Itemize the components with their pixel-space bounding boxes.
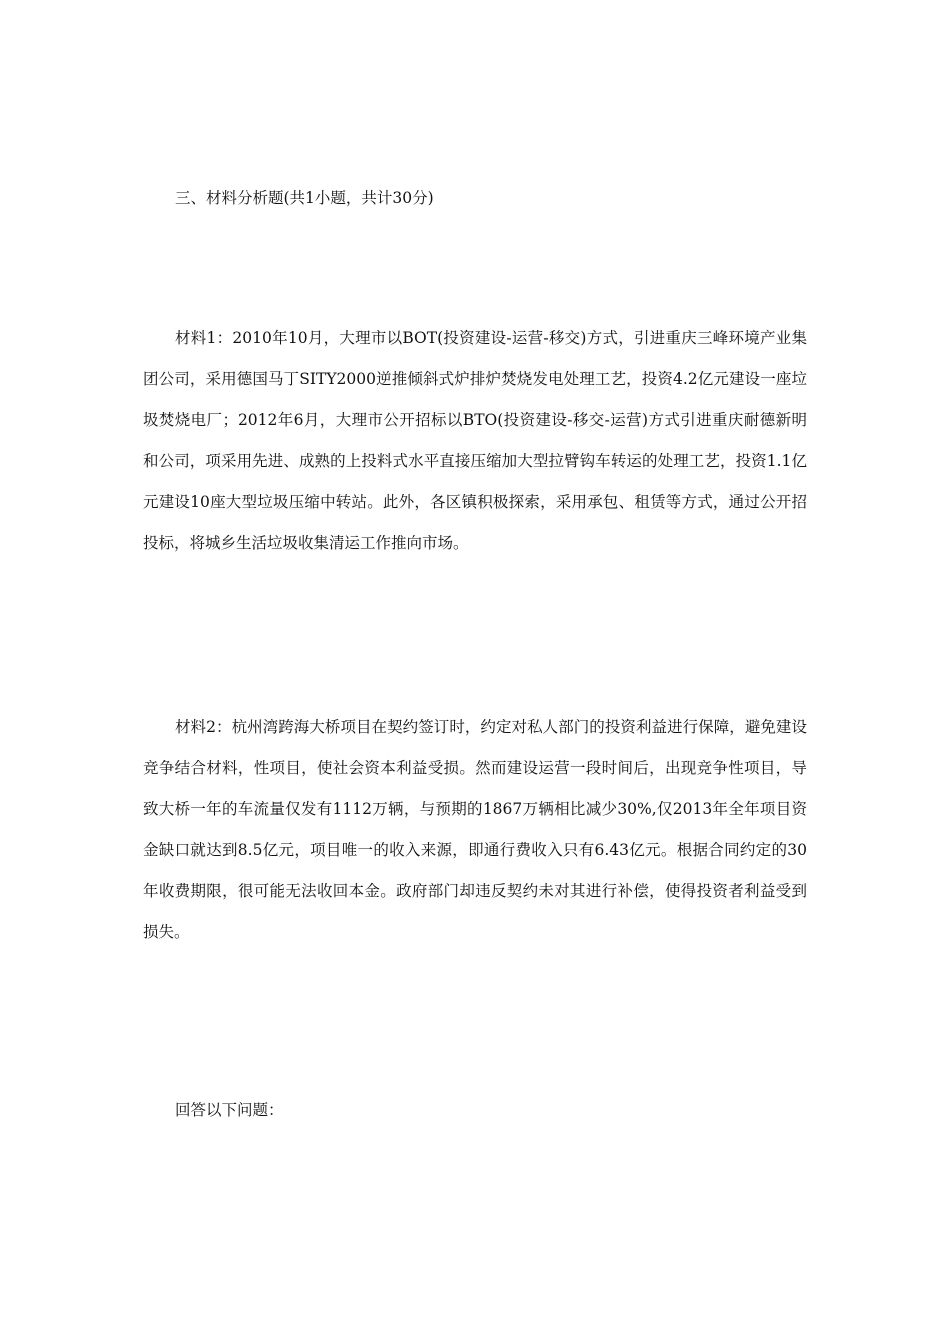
section-title: 三、材料分析题(共1小题，共计30分) [175, 189, 434, 207]
material-2-block [143, 707, 807, 953]
material-1-block [143, 318, 807, 564]
question-prompt: 回答以下问题： [175, 1101, 284, 1119]
material-2-paragraph: 材料2：杭州湾跨海大桥项目在契约签订时，约定对私人部门的投资利益进行保障，避免建设竞争结合材料，性项目，使社会资本利益受损。然而建设运营一段时间后，出现竞争性项目，导致大桥一年的车流量仅发有1112万辆，与预期的1867万辆相比减少30%,仅2013年全年项目资金缺口就达到8.5亿元，项目唯一的收入来源，即通行费收入只有6.43亿元。根据合同约定的30年收费期限，很可能无法收回本金。政府部门却违反契约未对其进行补偿，使得投资者利益受到损失。 [143, 718, 807, 941]
material-1-paragraph: 材料1：2010年10月，大理市以BOT(投资建设-运营-移交)方式，引进重庆三峰环境产业集团公司，采用德国马丁SITY2000逆推倾斜式炉排炉焚烧发电处理工艺，投资4.2亿元建设一座垃圾焚烧电厂；2012年6月，大理市公开招标以BTO(投资建设-移交-运营)方式引进重庆耐德新明和公司，项采用先进、成熟的上投料式水平直接压缩加大型拉臂钩车转运的处理工艺，投资1.1亿元建设10座大型垃圾压缩中转站。此外，各区镇积极探索，采用承包、租赁等方式，通过公开招投标，将城乡生活垃圾收集清运工作推向市场。 [143, 329, 807, 552]
